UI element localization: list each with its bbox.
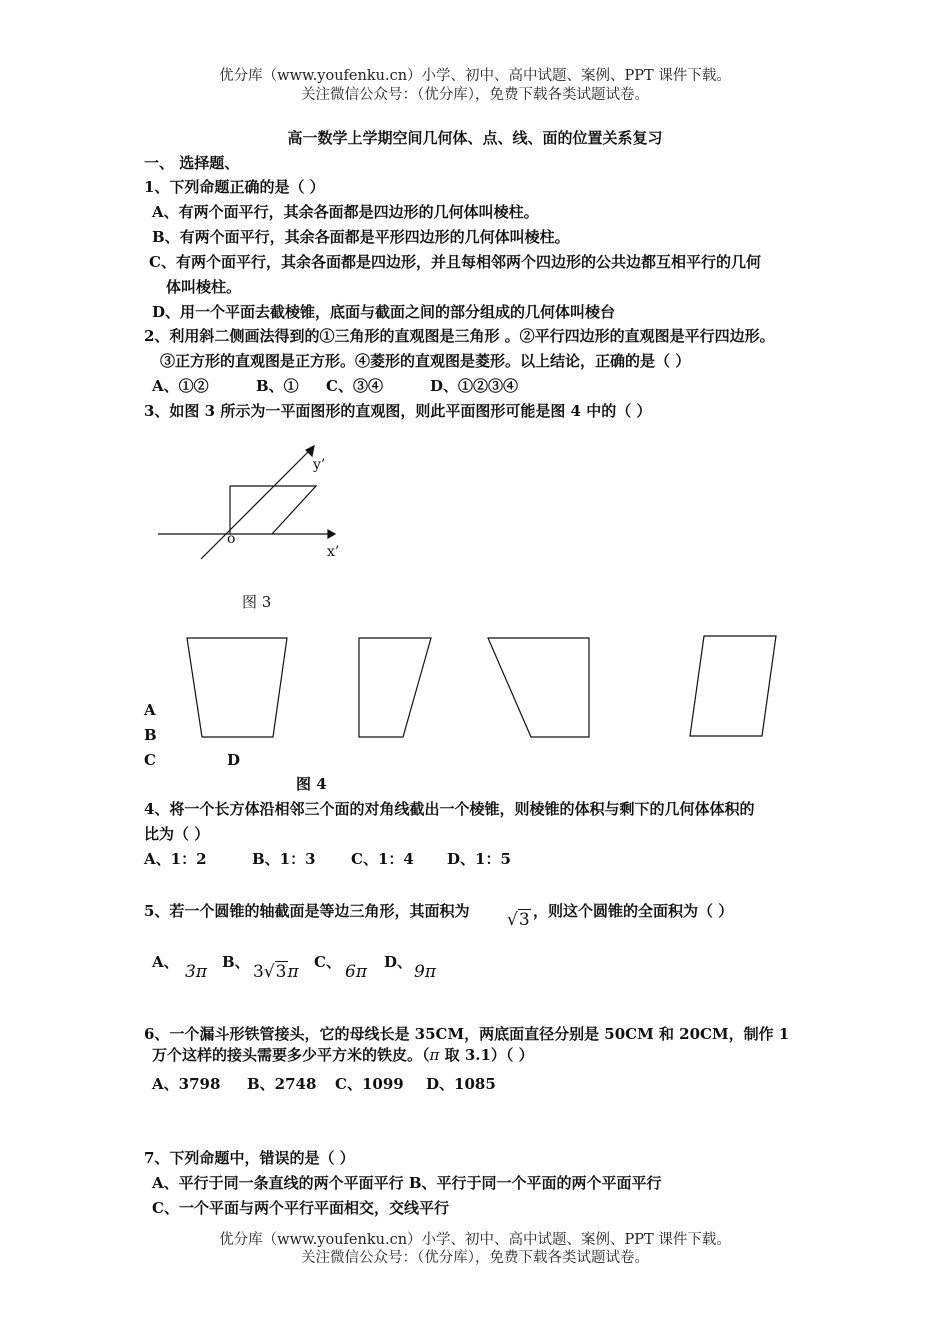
figure-3 (158, 446, 335, 559)
q2-option-d: D、①②③④ (430, 377, 519, 395)
q1-option-d: D、用一个平面去截棱锥，底面与截面之间的部分组成的几何体叫棱台 (152, 303, 616, 321)
footer-line-2: 关注微信公众号：（优分库），免费下载各类试题试卷。 (301, 1250, 649, 1266)
q5-option-c-label: C、 (314, 953, 341, 971)
q4-stem-line1: 4、将一个长方体沿相邻三个面的对角线截出一个棱锥，则棱锥的体积与剩下的几何体体积的 (144, 800, 755, 818)
x-axis-arrow (328, 530, 335, 538)
q6-option-c: C、1099 (335, 1075, 404, 1093)
q1-option-b: B、有两个面平行，其余各面都是平形四边形的几何体叫棱柱。 (152, 228, 570, 246)
q1-option-a: A、有两个面平行，其余各面都是四边形的几何体叫棱柱。 (152, 203, 539, 221)
header-line-1: 优分库（www.youfenku.cn）小学、初中、高中试题、案例、PPT 课件下载。 (219, 68, 731, 84)
q7-stem: 7、下列命题中，错误的是（ ） (144, 1149, 355, 1167)
q1-option-c-line1: C、有两个面平行，其余各面都是四边形，并且每相邻两个四边形的公共边都互相平行的几何 (149, 253, 761, 271)
q4-option-b: B、1：3 (252, 850, 316, 868)
q5-stem-pre: 5、若一个圆锥的轴截面是等边三角形，其面积为 (144, 902, 470, 920)
q5-option-c-value: 6π (345, 962, 367, 982)
figure-3-caption: 图 3 (242, 593, 272, 611)
section-heading: 一、 选择题、 (144, 154, 240, 172)
q1-stem: 1、下列命题正确的是（ ） (144, 178, 325, 196)
q5-option-a-value: 3π (185, 962, 207, 982)
q6-option-d: D、1085 (426, 1075, 496, 1093)
figure-4-caption: 图 4 (296, 775, 327, 793)
q5-option-a-label: A、 (152, 953, 179, 971)
q4-option-a: A、1：2 (144, 850, 207, 868)
q5-option-b-value: 3√3π (253, 962, 299, 982)
fig4-shape-b (359, 638, 431, 737)
footer-line-1: 优分库（www.youfenku.cn）小学、初中、高中试题、案例、PPT 课件下载。 (219, 1232, 731, 1248)
page-title: 高一数学上学期空间几何体、点、线、面的位置关系复习 (287, 129, 663, 147)
q5-option-b-coef: 3 (253, 962, 264, 982)
y-axis (201, 450, 310, 559)
x-axis-label: x’ (327, 544, 340, 560)
y-axis-label: y’ (313, 457, 326, 473)
q2-option-a: A、①② (152, 377, 209, 395)
q6-option-b: B、2748 (247, 1075, 317, 1093)
q5-option-b-label: B、 (222, 953, 250, 971)
q4-stem-line2: 比为（ ） (144, 825, 210, 843)
q6-stem-line2 (152, 1045, 534, 1065)
q2-stem-line2: ③正方形的直观图是正方形。④菱形的直观图是菱形。以上结论，正确的是（ ） (160, 352, 691, 370)
q4-option-c: C、1：4 (351, 850, 414, 868)
fig4-shape-c (488, 638, 589, 737)
fig4-label-d: D (227, 751, 241, 769)
q5-option-d-value: 9π (414, 962, 436, 982)
oblique-figure (230, 486, 316, 534)
fig4-shape-a (187, 638, 287, 737)
header-line-2: 关注微信公众号：（优分库），免费下载各类试题试卷。 (301, 87, 649, 103)
q6-stem-line2-pre: 万个这样的接头需要多少平方米的铁皮。（ (152, 1046, 430, 1064)
q2-stem-line1: 2、利用斜二侧画法得到的①三角形的直观图是三角形 。②平行四边形的直观图是平行四边形。 (144, 327, 775, 345)
q5-option-b-radicand: 3 (275, 962, 287, 982)
q6-option-a: A、3798 (152, 1075, 221, 1093)
q5-option-d-label: D、 (384, 953, 413, 971)
q5-sqrt3-radicand: 3 (518, 910, 530, 930)
q1-option-c-line2: 体叫棱柱。 (166, 278, 242, 296)
q2-option-b: B、① (256, 377, 299, 395)
fig4-label-a: A (144, 701, 156, 719)
q6-stem-line1: 6、一个漏斗形铁管接头，它的母线长是 35CM，两底面直径分别是 50CM 和 20CM，制作 1 (144, 1025, 790, 1043)
q2-option-c: C、③④ (326, 377, 383, 395)
q4-option-d: D、1：5 (447, 850, 511, 868)
fig4-shape-d (690, 636, 776, 736)
q7-options-ab: A、平行于同一条直线的两个平面平行 B、平行于同一个平面的两个平面平行 (152, 1174, 662, 1192)
q5-stem-post: ，则这个圆锥的全面积为（ ） (533, 902, 734, 920)
origin-label: o (227, 531, 236, 547)
q6-stem-line2-pi: π (429, 1046, 440, 1064)
q5-sqrt3: √3 (507, 910, 530, 930)
q3-stem: 3、如图 3 所示为一平面图形的直观图，则此平面图形可能是图 4 中的（ ） (144, 402, 652, 420)
q6-stem-line2-post: 取 3.1）（ ） (439, 1046, 534, 1064)
fig4-label-c: C (144, 751, 156, 769)
q5-option-b-pi: π (287, 962, 299, 982)
q7-option-c: C、一个平面与两个平行平面相交，交线平行 (152, 1199, 449, 1217)
figure-4 (187, 636, 776, 737)
fig4-label-b: B (144, 726, 157, 744)
